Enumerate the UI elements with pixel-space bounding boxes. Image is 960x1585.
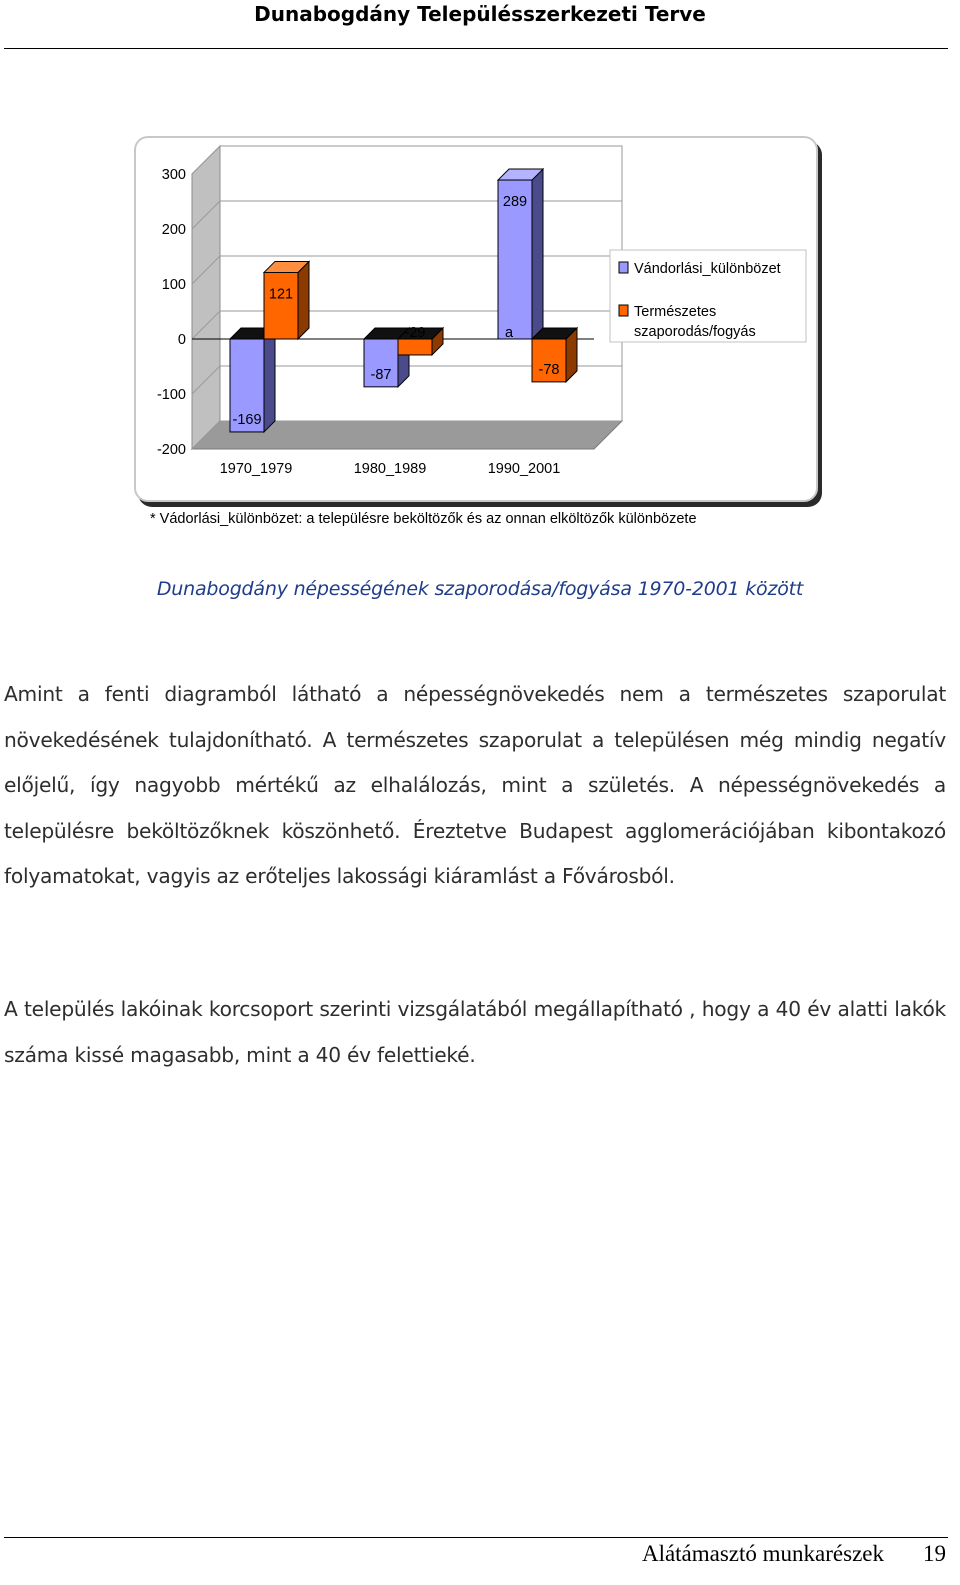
y-tick-label: 300 (161, 167, 186, 183)
y-tick-label: 100 (161, 277, 186, 293)
legend-entry-1: Vándorlási_különbözet (634, 261, 781, 277)
document-title: Dunabogdány Településszerkezeti Terve (254, 2, 706, 26)
bar-side (264, 328, 275, 432)
x-tick-label: 1970_1979 (219, 461, 293, 477)
data-label: -87 (370, 366, 392, 383)
data-label: 121 (268, 286, 294, 303)
page-number: 19 (923, 1541, 946, 1566)
data-label: 289 (502, 194, 528, 211)
bar-front (264, 272, 298, 339)
footer-rule (4, 1537, 948, 1538)
chart-caption: Dunabogdány népességének szaporodása/fogyása 1970-2001 között (156, 578, 804, 600)
paragraph-1: Amint a fenti diagramból látható a népességnövekedés nem a természetes szaporulat növekedésének tulajdonítható. A természetes szaporulat a településen még mindig negatív előjelű, így nagyobb mértékű az elhalálozás, mint a születés. A népességnövekedés a településre beköltözőknek köszönhető. Éreztetve Budapest agglomerációjában kibontakozó folyamatokat, vagyis az erőteljes lakossági kiáramlást a Fővárosból. (4, 682, 946, 888)
legend-entry-2: Természetes (634, 304, 717, 320)
y-tick-label: 0 (177, 332, 186, 348)
footer-section-title: Alátámasztó munkarészek (641, 1541, 884, 1566)
legend-swatch-1 (619, 262, 628, 273)
chart-frame (134, 136, 818, 502)
paragraph-2: A település lakóinak korcsoport szerinti vizsgálatából megállapítható , hogy a 40 év alatti lakók száma kissé magasabb, mint a 40 év felettieké. (4, 997, 946, 1067)
legend-swatch-2 (619, 305, 628, 316)
legend-entry-2-cont: szaporodás/fogyás (634, 324, 756, 340)
extra-data-label: a (504, 325, 514, 341)
data-label: -29 (404, 325, 426, 341)
y-tick-label: -100 (156, 387, 186, 403)
bar-side (298, 261, 309, 339)
y-tick-label: 200 (161, 222, 186, 238)
y-tick-label: -200 (156, 442, 186, 458)
chart-footnote: * Vádorlási_különbözet: a településre beköltözők és az onnan elköltözők különbözete (150, 511, 697, 527)
x-tick-label: 1980_1989 (353, 461, 427, 477)
chart-side-wall (192, 146, 220, 449)
header-rule (4, 48, 948, 49)
bar-side (532, 169, 543, 339)
bar-front (398, 339, 432, 355)
x-tick-label: 1990_2001 (487, 461, 561, 477)
data-label: -169 (232, 411, 262, 428)
population-chart (136, 138, 816, 500)
data-label: -78 (538, 361, 560, 378)
